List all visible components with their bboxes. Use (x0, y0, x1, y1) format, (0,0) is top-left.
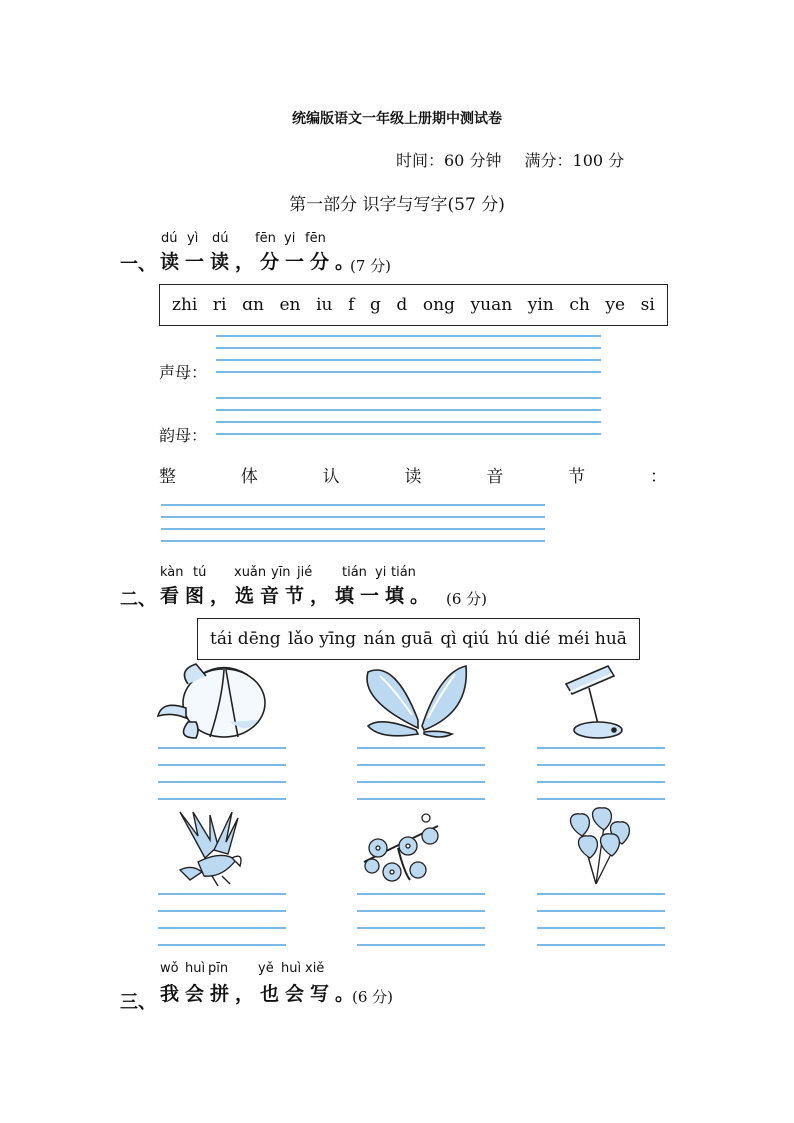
option: qì qiú (440, 629, 490, 649)
pinyin: huì (185, 961, 206, 976)
page-title: 统编版语文一年级上册期中测试卷 (292, 111, 502, 127)
option: lǎo yīng (288, 629, 357, 649)
label-char: 音 (486, 467, 504, 487)
label-char: 节 (568, 467, 586, 487)
question-text: 读一读，分一分。 (160, 251, 361, 273)
initials-label: 声母： (159, 363, 208, 382)
syllable: en (279, 295, 301, 315)
question-text: 看图，选音节，填一填。 (160, 585, 436, 607)
option: tái dēng (210, 629, 281, 649)
question-text: 我会拼，也会写。 (160, 983, 361, 1005)
pinyin: dú (212, 231, 229, 246)
pinyin: tián (391, 565, 416, 580)
syllable: f (348, 295, 355, 315)
finals-label: 韵母： (159, 426, 208, 445)
option: nán guā (363, 629, 433, 649)
question-score: (6 分) (352, 988, 394, 1006)
pinyin: yì (187, 231, 199, 246)
syllable: iu (316, 295, 333, 315)
question-number: 一、 (120, 254, 156, 275)
pinyin: kàn (160, 565, 184, 580)
syllable: si (640, 295, 655, 315)
label-char: 体 (240, 467, 258, 487)
label-char: 读 (404, 467, 422, 487)
syllable: ong (422, 295, 455, 315)
part-title: 第一部分 识字与写字(57 分) (289, 195, 505, 215)
pinyin: yě (258, 961, 274, 976)
label-char: ： (649, 467, 667, 487)
pinyin: wǒ (160, 961, 179, 976)
syllable: g (369, 295, 381, 315)
pinyin: yi (375, 565, 387, 580)
option: hú dié (496, 629, 551, 649)
syllable: zhi (172, 295, 198, 315)
question-number: 二、 (120, 589, 156, 610)
syllable: ch (569, 295, 590, 315)
pinyin: yīn (271, 565, 291, 580)
pinyin: fēn (255, 231, 276, 246)
pinyin: jié (297, 565, 313, 580)
pinyin: xiě (305, 961, 325, 976)
pinyin: tián (342, 565, 367, 580)
pinyin: xuǎn (234, 565, 267, 580)
pinyin: pīn (208, 961, 229, 976)
syllable: d (396, 295, 408, 315)
option: méi huā (557, 629, 627, 649)
question-score: (6 分) (446, 590, 488, 608)
syllable: yuan (470, 295, 513, 315)
pinyin: fēn (305, 231, 326, 246)
syllable: ri (212, 295, 227, 315)
syllable: ɑn (242, 295, 264, 315)
pinyin: yi (284, 231, 296, 246)
pinyin: huì (281, 961, 302, 976)
question-number: 三、 (120, 992, 156, 1013)
syllable: yin (527, 295, 554, 315)
syllable: ye (605, 295, 626, 315)
exam-time: 时间：60 分钟 (396, 151, 502, 170)
label-char: 认 (322, 467, 340, 487)
label-char: 整 (159, 467, 176, 487)
pinyin: dú (161, 231, 178, 246)
question-score: (7 分) (350, 257, 392, 275)
exam-full-score: 满分：100 分 (524, 151, 625, 170)
pinyin: tú (193, 565, 207, 580)
